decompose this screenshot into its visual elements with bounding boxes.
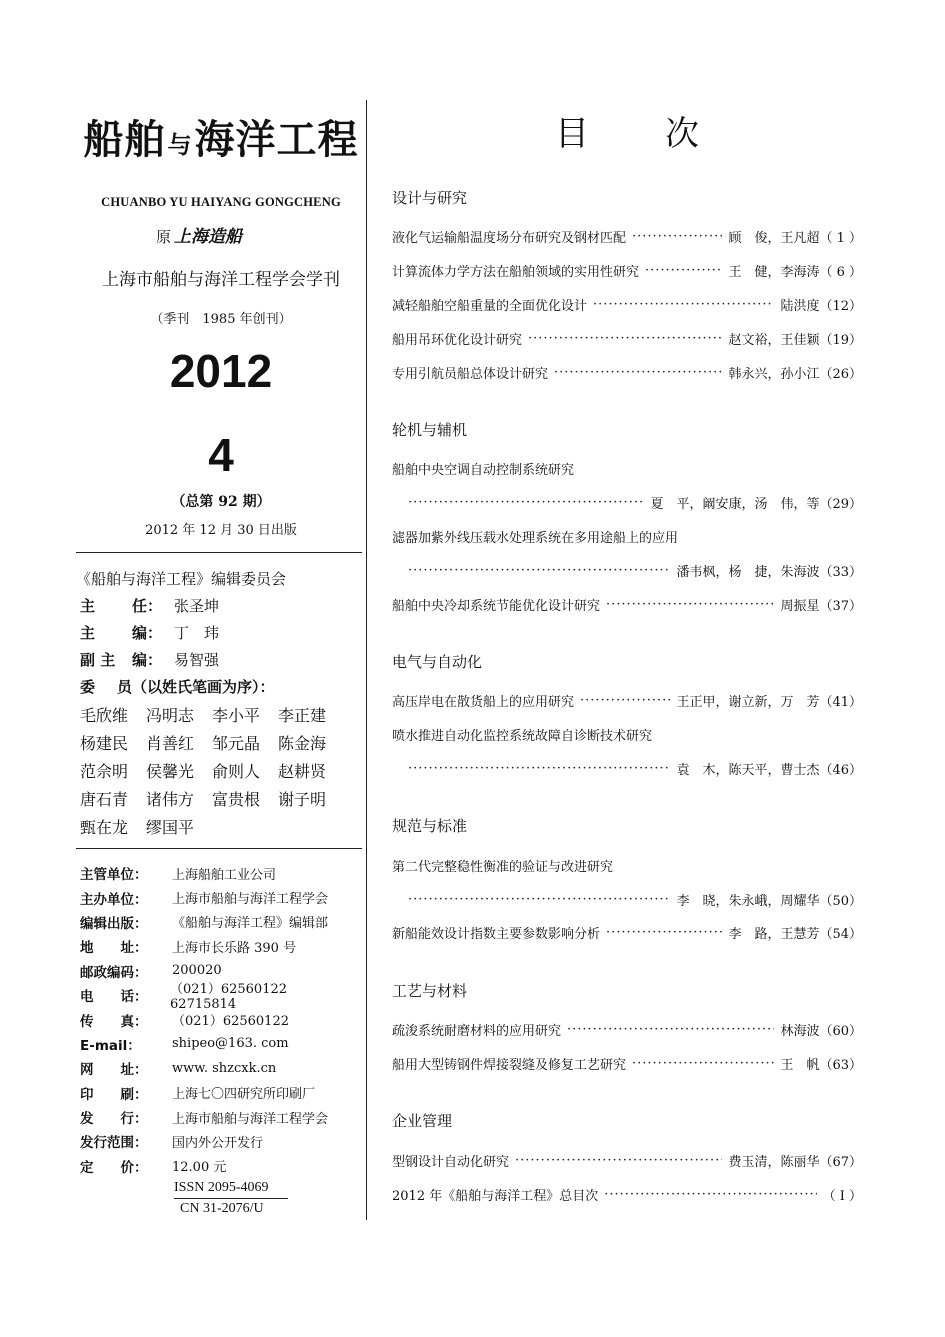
toc-entry[interactable]: [392, 553, 862, 587]
toc-entry-title: 高压岸电在散货船上的应用研究: [392, 695, 575, 711]
toc-entry-title: 新船能效设计指数主要参数影响分析: [392, 927, 601, 943]
toc-entry[interactable]: [392, 254, 862, 288]
cn-number: CN 31-2076/U: [180, 1201, 264, 1217]
board-member: 甄在龙: [80, 818, 129, 837]
info-value: 12.00 元: [172, 1160, 227, 1176]
board-member: 冯明志: [146, 706, 195, 725]
role-label: [80, 676, 283, 697]
toc-entry-title: 专用引航员船总体设计研究: [392, 366, 549, 382]
toc-entry-title: 减轻船舶空船重量的全面优化设计: [392, 298, 588, 314]
toc-section-heading: 电气与自动化: [392, 652, 483, 671]
info-value: 国内外公开发行: [172, 1135, 264, 1151]
role-label: [80, 595, 170, 616]
role-person: 易智强: [174, 651, 220, 669]
info-label: 编辑出版：: [80, 915, 148, 932]
toc-leader-dots: [606, 597, 774, 612]
toc-entry-authors: 韩永兴，孙小江（26）: [728, 366, 862, 382]
toc-entry-authors: 林海波（60）: [780, 1024, 862, 1040]
info-value: 上海市船舶与海洋工程学会: [172, 892, 329, 908]
info-row: [80, 934, 362, 958]
board-member: 肖善红: [146, 734, 195, 753]
toc-leader-dots: [593, 297, 774, 312]
role-label: [80, 649, 170, 670]
info-label: 定 价：: [80, 1159, 148, 1176]
toc-entry-authors: 夏 平，阚安康，汤 伟，等（29）: [650, 497, 862, 513]
toc-entry[interactable]: [392, 1013, 862, 1047]
toc-leader-dots: [632, 1056, 774, 1071]
toc-leader-dots: [580, 693, 670, 708]
board-title: 《船舶与海洋工程》编辑委员会: [76, 570, 287, 588]
toc-leader-dots: [554, 365, 722, 380]
divider: [76, 848, 362, 849]
role-label-a: 委: [80, 678, 96, 696]
board-member: 赵耕贤: [278, 762, 327, 781]
toc-entry-title: 船舶中央空调自动控制系统研究: [392, 463, 575, 479]
toc-leader-dots: [408, 892, 670, 907]
toc-entry[interactable]: [392, 520, 862, 554]
issn: ISSN 2095-4069: [174, 1180, 269, 1196]
former-name: 原 上海造船: [156, 227, 243, 247]
role-label-a: 主: [80, 597, 96, 615]
toc-entry[interactable]: [392, 1143, 862, 1177]
toc-entry[interactable]: [392, 752, 862, 786]
toc-entry[interactable]: [392, 1177, 862, 1211]
toc-leader-dots: [632, 229, 722, 244]
board-role: [80, 595, 362, 616]
info-value: 上海七〇四研究所印刷厂: [172, 1087, 316, 1103]
toc-leader-dots: [528, 331, 722, 346]
column-divider: [366, 100, 367, 1220]
board-member: 俞则人: [212, 762, 261, 781]
board-member: 缪国平: [146, 818, 195, 837]
toc-leader-dots: [408, 495, 644, 510]
toc-entry[interactable]: [392, 848, 862, 882]
info-row: [80, 1081, 362, 1105]
issue-number: 4: [208, 429, 234, 481]
info-label: 主办单位：: [80, 891, 148, 908]
issn-line: [174, 1198, 288, 1199]
role-label-a: 主: [80, 624, 96, 642]
toc-entry-authors: 王正甲，谢立新，万 芳（41）: [676, 695, 862, 711]
toc-column: [392, 100, 862, 1211]
info-label: 主管单位：: [80, 867, 148, 884]
toc-entry[interactable]: [392, 288, 862, 322]
toc-title: 目 次: [555, 114, 699, 154]
toc-entry[interactable]: [392, 486, 862, 520]
journal-pinyin: CHUANBO YU HAIYANG GONGCHENG: [101, 195, 341, 209]
toc-entry-authors: 李 路，王慧芳（54）: [728, 927, 862, 943]
toc-leader-dots: [408, 761, 670, 776]
toc-leader-dots: [604, 1187, 816, 1202]
toc-entry-authors: 潘韦枫，杨 捷，朱海波（33）: [676, 564, 862, 580]
info-label: 网 址：: [80, 1062, 148, 1079]
toc-section-heading: 轮机与辅机: [392, 420, 468, 439]
toc-entry-title: 计算流体力学方法在船舶领域的实用性研究: [392, 265, 640, 281]
role-label: [80, 622, 170, 643]
info-label: 电 话：: [80, 989, 148, 1006]
board-member: 唐石青: [80, 790, 129, 809]
info-label: E-mail：: [80, 1037, 141, 1054]
board-role: [80, 622, 362, 643]
toc-entry-authors: 赵文裕，王佳颖（19）: [728, 332, 862, 348]
toc-leader-dots: [408, 563, 670, 578]
role-label-a: 副 主: [80, 651, 116, 669]
issn-block: [174, 1180, 362, 1217]
info-label: 邮政编码：: [80, 964, 148, 981]
info-row: [80, 1032, 362, 1056]
toc-entry-title: 疏浚系统耐磨材料的应用研究: [392, 1024, 562, 1040]
board-members: [80, 703, 362, 838]
board-member: 侯馨光: [146, 762, 195, 781]
toc-entry[interactable]: [392, 220, 862, 254]
toc-entry-authors: 袁 木，陈天平，曹士杰（46）: [676, 762, 862, 778]
toc-entry-authors: 李 晓，朱永峨，周耀华（50）: [676, 893, 862, 909]
info-row: [80, 1154, 362, 1178]
info-row: [80, 1056, 362, 1080]
publication-date: 2012 年 12 月 30 日出版: [145, 523, 297, 538]
toc-section-heading: 企业管理: [392, 1112, 453, 1131]
info-value: shipeo@163. com: [172, 1036, 289, 1052]
role-label-b: 编：: [131, 651, 162, 669]
board-role: [80, 649, 362, 670]
board-member: 谢子明: [278, 790, 327, 809]
total-issue: （总第 92 期）: [171, 494, 271, 510]
board-member: 诸伟方: [146, 790, 195, 809]
toc-entry-authors: 费玉清，陈丽华（67）: [728, 1154, 862, 1170]
toc-entry[interactable]: [392, 718, 862, 752]
toc-leader-dots: [645, 263, 722, 278]
role-label-b: 任：: [131, 597, 162, 615]
toc-entry-title: 船舶中央冷却系统节能优化设计研究: [392, 598, 601, 614]
founded-note: （季刊 1985 年创刊）: [150, 312, 292, 327]
toc-entry-title: 船用大型铸钢件焊接裂缝及修复工艺研究: [392, 1057, 627, 1073]
toc-section-heading: 规范与标准: [392, 817, 468, 836]
info-row: [80, 885, 362, 909]
toc-leader-dots: [515, 1153, 722, 1168]
info-row: [80, 982, 362, 1013]
board-member: 李正建: [278, 706, 327, 725]
info-value: 上海船舶工业公司: [172, 867, 277, 883]
toc-entry[interactable]: [392, 882, 862, 916]
toc-entry[interactable]: [392, 916, 862, 950]
toc-entry-authors: 王 健，李海涛（ 6 ）: [728, 265, 862, 281]
society-name: 上海市船舶与海洋工程学会学刊: [102, 270, 340, 290]
toc-entry-title: 液化气运输船温度场分布研究及钢材匹配: [392, 231, 627, 247]
toc-entry[interactable]: [392, 321, 862, 355]
toc-entry[interactable]: [392, 1047, 862, 1081]
publisher-info: [80, 861, 362, 1178]
role-person: 丁 玮: [174, 624, 220, 642]
toc-entry-authors: 陆洪度（12）: [780, 298, 862, 314]
toc-entry-authors: （ Ⅰ ）: [822, 1188, 862, 1204]
board-member: 富贵根: [212, 790, 261, 809]
info-label: 发行范围：: [80, 1135, 148, 1152]
role-label-b: 编：: [131, 624, 162, 642]
info-value: www. shzcxk.cn: [172, 1060, 277, 1076]
board-role: [80, 676, 362, 697]
toc-entry-title: 型钢设计自动化研究: [392, 1154, 510, 1170]
toc-entry-authors: 顾 俊，王凡超（ 1 ）: [728, 231, 862, 247]
info-label: 发 行：: [80, 1111, 148, 1128]
info-value: 《船舶与海洋工程》编辑部: [172, 916, 329, 932]
board-member: 李小平: [212, 706, 261, 725]
info-row: [80, 910, 362, 934]
toc-entry-title: 2012 年《船舶与海洋工程》总目次: [392, 1188, 599, 1204]
info-row: [80, 1129, 362, 1153]
toc-entry-authors: 周振星（37）: [780, 598, 862, 614]
masthead-column: [76, 100, 362, 1217]
toc-leader-dots: [567, 1022, 774, 1037]
toc-entry[interactable]: [392, 684, 862, 718]
toc-entry-title: 船用吊环优化设计研究: [392, 332, 523, 348]
toc-entry-title: 喷水推进自动化监控系统故障自诊断技术研究: [392, 729, 653, 745]
toc-entry[interactable]: [392, 452, 862, 486]
board-member: 毛欣维: [80, 706, 129, 725]
info-label: 印 刷：: [80, 1086, 148, 1103]
info-value: 上海市长乐路 390 号: [172, 940, 297, 956]
toc-entry-authors: 王 帆（63）: [780, 1057, 862, 1073]
info-label: 传 真：: [80, 1013, 148, 1030]
board-member: 杨建民: [80, 734, 129, 753]
toc-list: [392, 187, 862, 1211]
role-label-b: 员（以姓氏笔画为序）：: [117, 678, 275, 696]
issue-year: 2012: [169, 345, 273, 397]
board-roles: [80, 595, 362, 697]
toc-entry[interactable]: [392, 355, 862, 389]
info-value: （021）62560122: [172, 1014, 289, 1030]
role-person: 张圣坤: [174, 597, 220, 615]
journal-logo: 船舶与海洋工程: [83, 117, 359, 163]
toc-entry[interactable]: [392, 587, 862, 621]
info-row: [80, 1105, 362, 1129]
info-label: 地 址：: [80, 940, 148, 957]
toc-section-heading: 工艺与材料: [392, 981, 468, 1000]
toc-leader-dots: [606, 925, 722, 940]
info-row: [80, 861, 362, 885]
board-member: 邹元晶: [212, 734, 261, 753]
toc-section-heading: 设计与研究: [392, 189, 468, 207]
toc-entry-title: 滤器加紫外线压载水处理系统在多用途船上的应用: [392, 530, 679, 546]
info-value: 200020: [172, 963, 222, 979]
info-value: 上海市船舶与海洋工程学会: [172, 1111, 329, 1127]
divider: [76, 552, 362, 553]
board-member: 范佘明: [80, 762, 129, 781]
toc-entry-title: 第二代完整稳性衡准的验证与改进研究: [392, 859, 614, 875]
board-member: 陈金海: [278, 734, 327, 753]
info-value: （021）62560122 62715814: [170, 982, 301, 1013]
